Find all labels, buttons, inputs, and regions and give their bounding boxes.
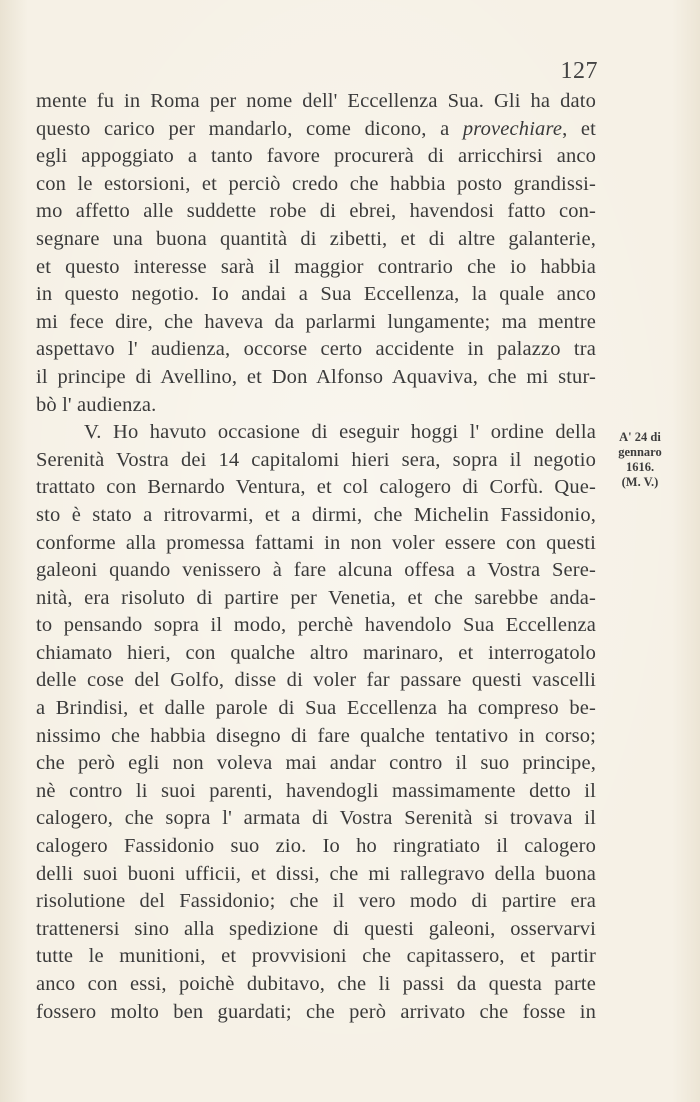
text-line: mente fu in Roma per nome dell' Eccellenza Sua. Gli ha dato [36, 90, 596, 112]
text-line: nità, era risoluto di partire per Venetia, et che sarebbe anda- [36, 586, 596, 609]
body-text [36, 88, 596, 1026]
text-line: a Brindisi, et dalle parole di Sua Eccellenza ha compreso be- [36, 697, 596, 720]
text-line: delli suoi buoni ufficii, et dissi, che mi rallegravo della buona [36, 862, 596, 885]
text-line: to pensando sopra il modo, perchè havendolo Sua Eccellenza [36, 614, 596, 637]
text-line: sto è stato a ritrovarmi, et a dirmi, che Michelin Fassidonio, [36, 503, 596, 526]
margin-note-line: 1616. [625, 460, 655, 474]
text-line: tutte le munitioni, et provvisioni che capitassero, et partir [36, 945, 596, 968]
text-line: questo carico per mandarlo, come dicono, a provechiare, et [36, 117, 596, 140]
text-line: segnare una buona quantità di zibetti, et di altre galanterie, [36, 227, 596, 250]
text-line: calogero Fassidonio suo zio. Io ho ringratiato il calogero [36, 835, 596, 858]
text-line: galeoni quando venissero à fare alcuna offesa a Vostra Sere- [36, 559, 596, 582]
margin-note-line: A' 24 di [619, 430, 661, 444]
text-line: bò l' audienza. [36, 393, 157, 416]
text-line: nissimo che habbia disegno di fare qualche tentativo in corso; [36, 724, 596, 747]
text-line: calogero, che sopra l' armata di Vostra Serenità si trovava il [36, 807, 596, 830]
margin-note-line: gennaro [618, 445, 662, 459]
text-line: aspettavo l' audienza, occorse certo accidente in palazzo tra [36, 338, 596, 361]
text-line: Serenità Vostra dei 14 capitalomi hieri sera, sopra il negotio [36, 448, 596, 471]
text-line: mi fece dire, che haveva da parlarmi lungamente; ma mentre [36, 310, 596, 333]
text-line: egli appoggiato a tanto favore procurerà di arricchirsi anco [36, 145, 596, 168]
text-line: chiamato hieri, con qualche altro marinaro, et interrogatolo [36, 641, 596, 664]
text-line: con le estorsioni, et perciò credo che habbia posto grandissi- [36, 172, 596, 195]
text-line: delle cose del Golfo, disse di voler far passare questi vascelli [36, 669, 596, 692]
text-line: V. Ho havuto occasione di eseguir hoggi l' ordine della [84, 421, 596, 444]
text-line: in questo negotio. Io andai a Sua Eccellenza, la quale anco [36, 283, 596, 306]
text-line: fossero molto ben guardati; che però arrivato che fosse in [36, 1000, 596, 1023]
text-line: anco con essi, poichè dubitavo, che li passi da questa parte [36, 973, 596, 995]
text-line: che però egli non voleva mai andar contro il suo principe, [36, 752, 596, 775]
text-line: trattenersi sino alla spedizione di questi galeoni, osservarvi [36, 917, 596, 940]
text-line: il principe di Avellino, et Don Alfonso Aquaviva, che mi stur- [36, 365, 596, 388]
margin-date-note [604, 430, 676, 490]
text-line: conforme alla promessa fattami in non voler essere con questi [36, 531, 596, 554]
text-line: trattato con Bernardo Ventura, et col calogero di Corfù. Que- [36, 476, 596, 499]
margin-note-line: (M. V.) [621, 475, 659, 489]
text-line: nè contro li suoi parenti, havendogli massimamente detto il [36, 779, 596, 802]
text-line: et questo interesse sarà il maggior contrario che io habbia [36, 255, 596, 278]
page-number: 127 [560, 58, 598, 84]
text-line: risolutione del Fassidonio; che il vero modo di partire era [36, 890, 596, 913]
text-line: mo affetto alle suddette robe di ebrei, havendosi fatto con- [36, 200, 596, 223]
